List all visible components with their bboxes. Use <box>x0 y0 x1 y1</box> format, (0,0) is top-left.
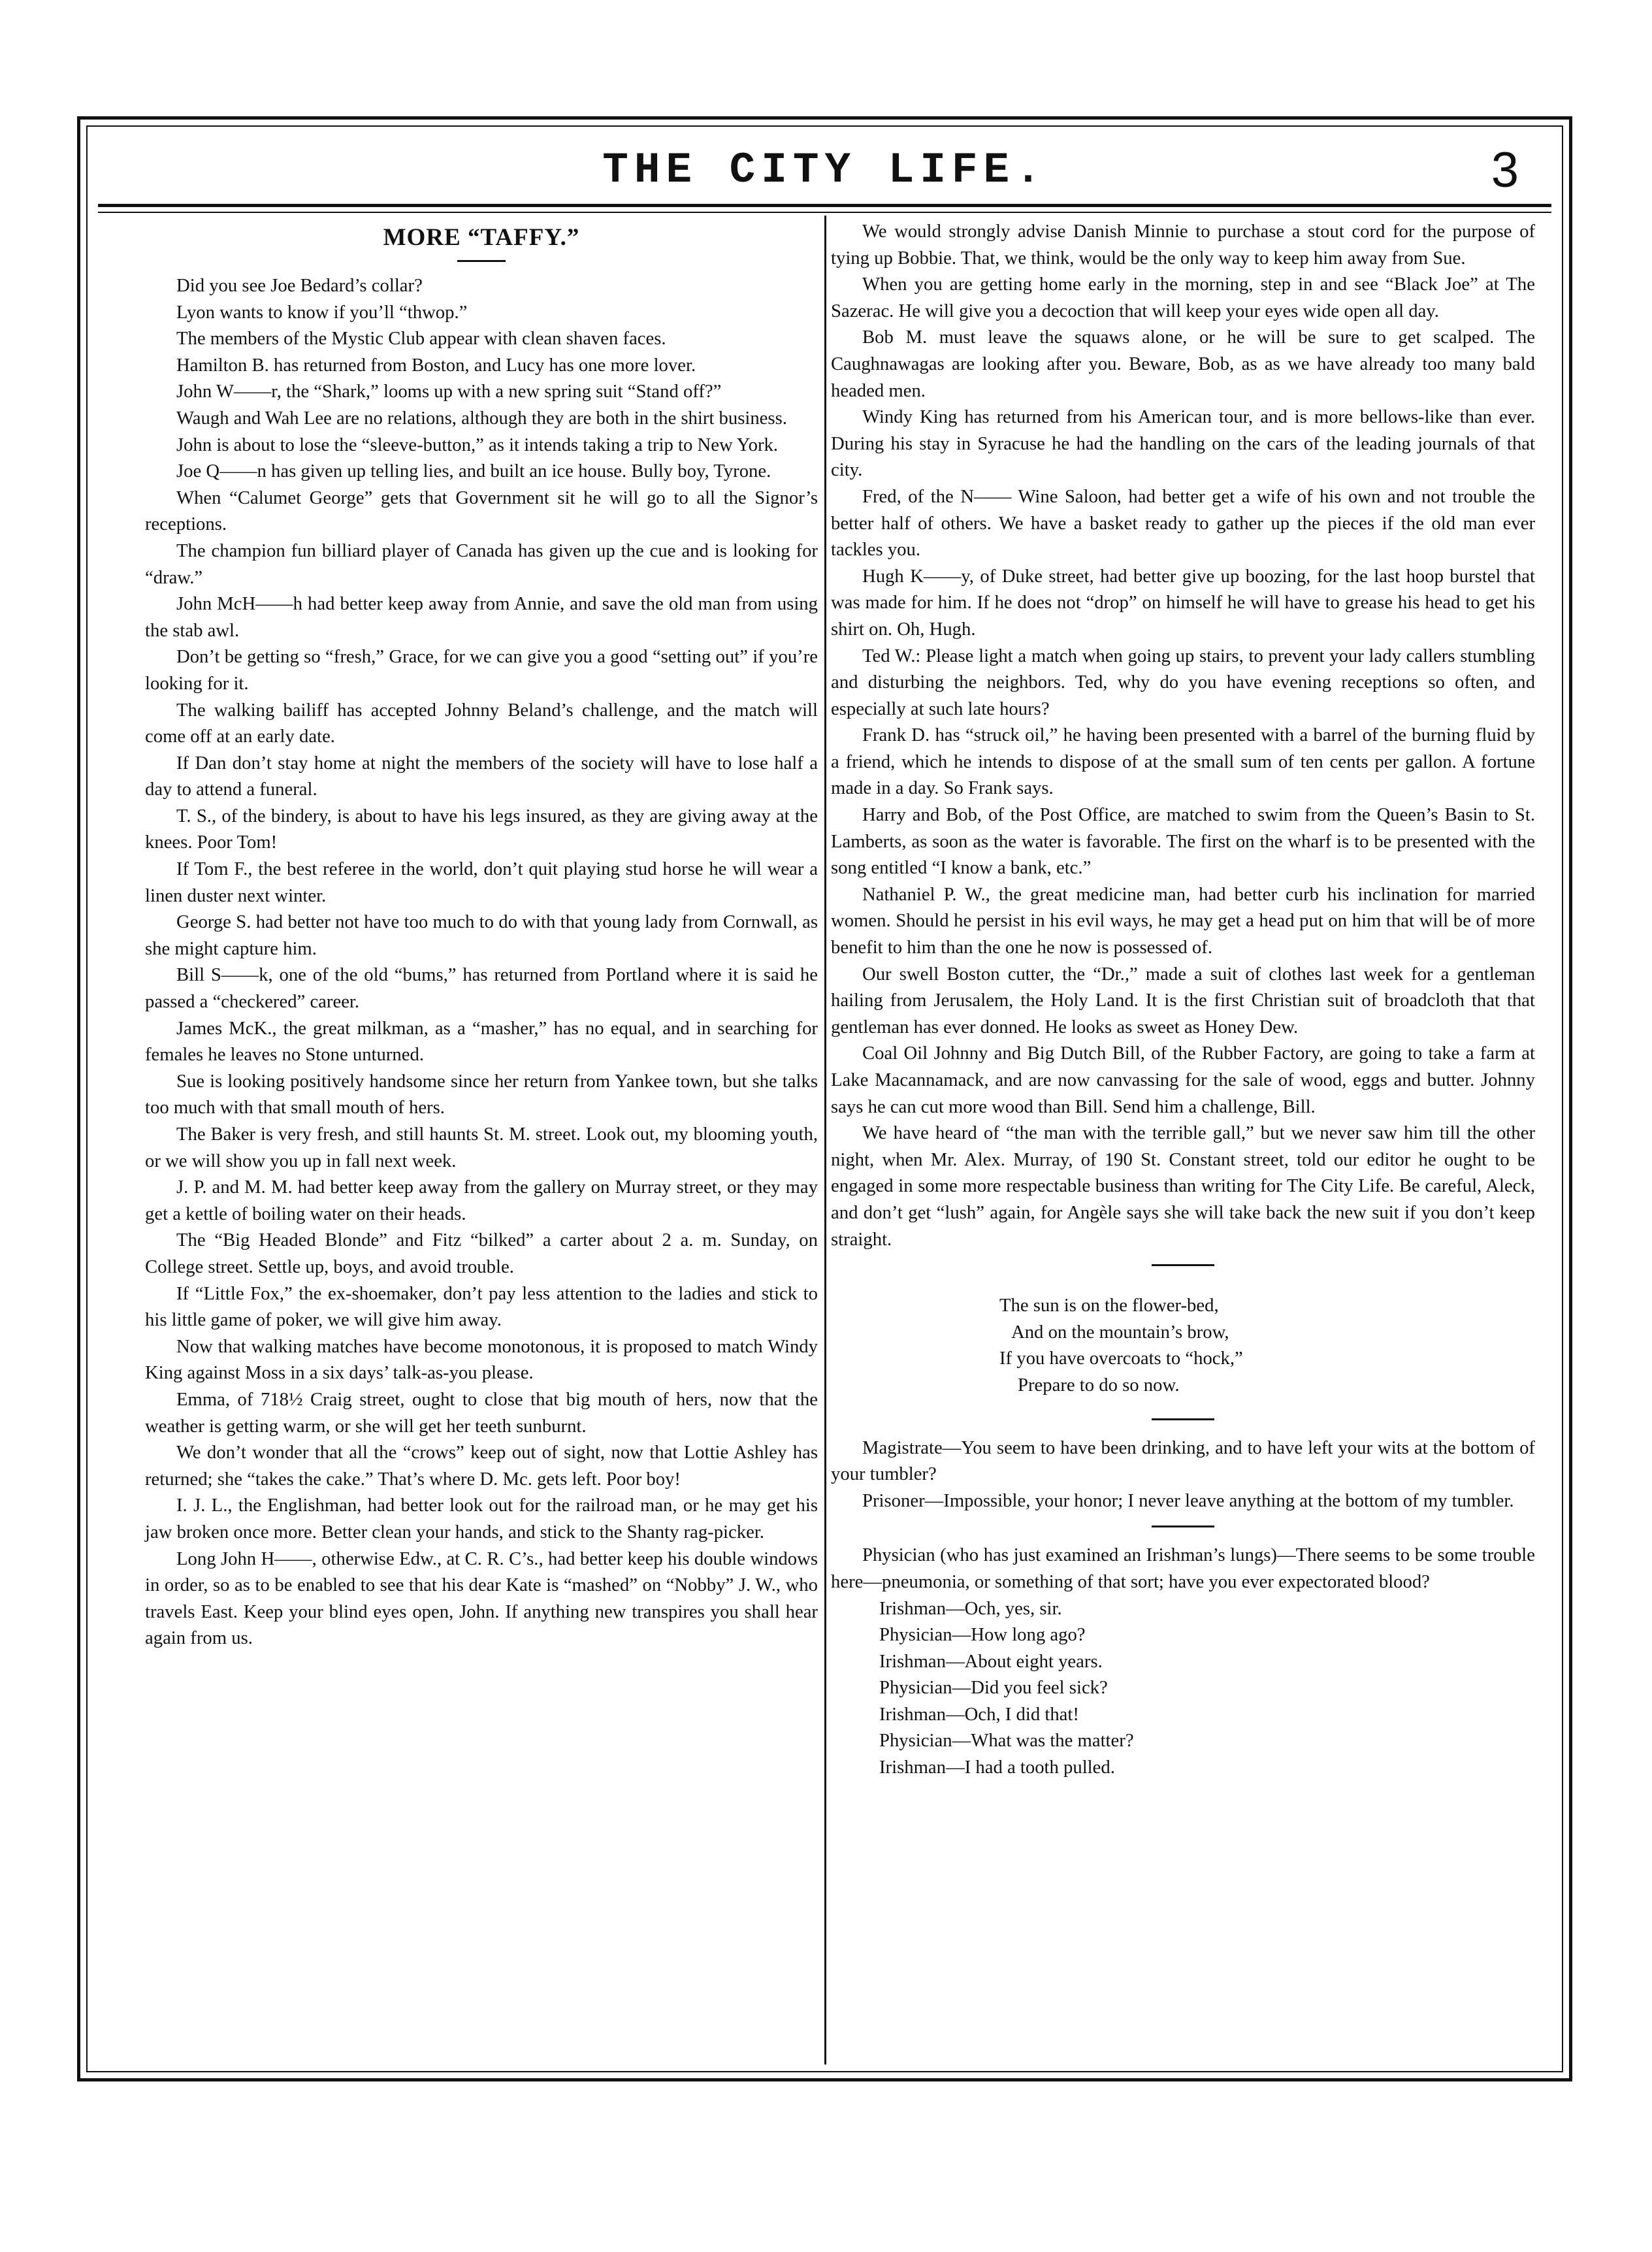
prisoner-line: Prisoner—Impossible, your honor; I never leave anything at the bottom of my tumbler. <box>862 1490 1514 1511</box>
poem-line: And on the mountain’s brow, <box>1011 1321 1229 1343</box>
news-item: Harry and Bob, of the Post Office, are matched to swim from the Queen’s Basin to St. Lamberts, as soon as the water is favorable. The first on the wharf is to be presented with the song entitled “I know a bank, etc.” <box>831 804 1535 879</box>
news-item: We don’t wonder that all the “crows” keep out of sight, now that Lottie Ashley has returned; she “takes the cake.” That’s where D. Mc. gets left. Poor boy! <box>145 1442 818 1490</box>
news-item: When you are getting home early in the morning, step in and see “Black Joe” at The Sazerac. He will give you a decoction that will keep your eyes wide open all day. <box>831 274 1535 321</box>
dialog-line: Irishman—Och, I did that! <box>879 1703 1079 1725</box>
article-headline: MORE “TAFFY.” <box>383 224 580 251</box>
column-divider <box>824 216 826 2064</box>
news-item: The members of the Mystic Club appear with clean shaven faces. <box>176 328 666 350</box>
poem-line: If you have overcoats to “hock,” <box>999 1348 1243 1369</box>
news-item: Nathaniel P. W., the great medicine man, had better curb his inclination for married women. Should he persist in his evil ways, he may get a head put on him that will be of more benefit to him than the one he now is possessed of. <box>831 883 1535 958</box>
news-item: When “Calumet George” gets that Government sit he will go to all the Signor’s receptions. <box>145 487 818 535</box>
dialog-line: Physician—What was the matter? <box>879 1730 1134 1752</box>
news-item: Don’t be getting so “fresh,” Grace, for we can give you a good “setting out” if you’re looking for it. <box>145 646 818 694</box>
news-item: Waugh and Wah Lee are no relations, although they are both in the shirt business. <box>176 407 787 429</box>
news-item: The “Big Headed Blonde” and Fitz “bilked” a carter about 2 a. m. Sunday, on College street. Settle up, boys, and avoid trouble. <box>145 1230 818 1277</box>
news-item: Our swell Boston cutter, the “Dr.,” made a suit of clothes last week for a gentleman hailing from Jerusalem, the Holy Land. It is the first Christian suit of broadcloth that that gentleman has ever donned. He looks as sweet as Honey Dew. <box>831 963 1535 1037</box>
news-item: The Baker is very fresh, and still haunts St. M. street. Look out, my blooming youth, or we will show you up in fall next week. <box>145 1124 818 1171</box>
news-item: We would strongly advise Danish Minnie to purchase a stout cord for the purpose of tying up Bobbie. That, we think, would be the only way to keep him away from Sue. <box>831 221 1535 269</box>
page-number: 3 <box>1491 142 1519 198</box>
news-item: George S. had better not have too much to do with that young lady from Cornwall, as she might capture him. <box>145 911 818 959</box>
news-item: John is about to lose the “sleeve-button,” as it intends taking a trip to New York. <box>176 434 779 455</box>
poem-line: The sun is on the flower-bed, <box>999 1295 1219 1316</box>
news-item: Hugh K——y, of Duke street, had better give up boozing, for the last hoop burstel that was made for him. If he does not “drop” on himself he will have to grease his head to get his shirt on. Oh, Hugh. <box>831 565 1535 640</box>
news-item: Coal Oil Johnny and Big Dutch Bill, of the Rubber Factory, are going to take a farm at Lake Macannamack, and are now canvassing for the sale of wood, eggs and butter. Johnny says he can cut more wood than Bill. Send him a challenge, Bill. <box>831 1043 1535 1117</box>
magistrate-line: Magistrate—You seem to have been drinking, and to have left your wits at the bottom of your tumbler? <box>831 1437 1535 1485</box>
newspaper-title: THE CITY LIFE. <box>602 146 1047 195</box>
news-item: James McK., the great milkman, as a “masher,” has no equal, and in searching for females he leaves no Stone unturned. <box>145 1017 818 1066</box>
news-item: John W——r, the “Shark,” looms up with a new spring suit “Stand off?” <box>176 381 722 402</box>
dialog-line: Irishman—About eight years. <box>879 1650 1103 1672</box>
news-item: Long John H——, otherwise Edw., at C. R. C’s., had better keep his double windows in order, so as to be enabled to see that his dear Kate is “mashed” on “Nobby” J. W., who travels East. Keep your blind eyes open, John. If anything new transpires you shall hear again from us. <box>145 1548 818 1649</box>
news-item: Sue is looking positively handsome since her return from Yankee town, but she talks too much with that small mouth of hers. <box>145 1070 818 1118</box>
news-item: J. P. and M. M. had better keep away from the gallery on Murray street, or they may get a kettle of boiling water on their heads. <box>145 1177 818 1224</box>
dialog-line: Irishman—Och, yes, sir. <box>879 1597 1062 1619</box>
right-paragraphs <box>831 218 1535 1252</box>
left-paragraphs <box>145 272 818 1652</box>
dialog-lines <box>831 1595 1535 1781</box>
news-item: John McH——h had better keep away from Annie, and save the old man from using the stab awl. <box>145 593 818 641</box>
news-item: Lyon wants to know if you’ll “thwop.” <box>176 301 468 323</box>
news-item: Windy King has returned from his American tour, and is more bellows-like than ever. During his stay in Syracuse he had the handling on the cars of the leading journals of that city. <box>831 406 1535 481</box>
news-item: I. J. L., the Englishman, had better look out for the railroad man, or he may get his jaw broken once more. Better clean your hands, and stick to the Shanty rag-picker. <box>145 1495 818 1542</box>
news-item: Emma, of 718½ Craig street, ought to close that big mouth of hers, now that the weather is getting warm, or she will get her teeth sunburnt. <box>145 1388 818 1437</box>
news-item: If Tom F., the best referee in the world, don’t quit playing stud horse he will wear a linen duster next winter. <box>145 858 818 906</box>
news-item: Now that walking matches have become monotonous, it is proposed to match Windy King against Moss in a six days’ talk-as-you please. <box>145 1335 818 1384</box>
physician-joke <box>831 1542 1535 1780</box>
news-item: Ted W.: Please light a match when going up stairs, to prevent your lady callers stumbling and disturbing the neighbors. Ted, why do you have evening receptions so often, and especially at such late hours? <box>831 645 1535 719</box>
news-item: The champion fun billiard player of Canada has given up the cue and is looking for “draw.” <box>145 540 818 588</box>
news-item: Did you see Joe Bedard’s collar? <box>176 275 423 296</box>
joke-rule-2 <box>1152 1526 1214 1527</box>
news-item: If “Little Fox,” the ex-shoemaker, don’t pay less attention to the ladies and stick to his little game of poker, we will give him away. <box>145 1282 818 1331</box>
dialog-line: Irishman—I had a tooth pulled. <box>879 1757 1115 1778</box>
news-item: Fred, of the N—— Wine Saloon, had better get a wife of his own and not trouble the better half of others. We have a basket ready to gather up the pieces if the old man ever tackles you. <box>831 485 1535 561</box>
headline-rule <box>457 260 506 262</box>
right-column <box>831 218 1535 1781</box>
physician-intro: Physician (who has just examined an Irishman’s lungs)—There seems to be some trouble here—pneumonia, or something of that sort; have you ever expectorated blood? <box>831 1544 1535 1592</box>
joke-rule-1 <box>1152 1418 1214 1420</box>
news-item: Frank D. has “struck oil,” he having been presented with a barrel of the burning fluid by a friend, which he intends to dispose of at the small sum of ten cents per gallon. A fortune made in a day. So Frank says. <box>831 725 1535 799</box>
poem-line: Prepare to do so now. <box>1018 1374 1180 1395</box>
poem <box>999 1292 1535 1398</box>
news-item: The walking bailiff has accepted Johnny Beland’s challenge, and the match will come off at an early date. <box>145 699 818 747</box>
news-item: Bill S——k, one of the old “bums,” has returned from Portland where it is said he passed a “checkered” career. <box>145 964 818 1013</box>
news-item: T. S., of the bindery, is about to have his legs insured, as they are giving away at the knees. Poor Tom! <box>145 805 818 853</box>
dialog-line: Physician—How long ago? <box>879 1624 1086 1646</box>
news-item: Bob M. must leave the squaws alone, or he will be sure to get scalped. The Caughnawagas are looking after you. Beware, Bob, as as we have already too many bald headed men. <box>831 327 1535 401</box>
dialog-line: Physician—Did you feel sick? <box>879 1677 1108 1699</box>
masthead-rule-thick <box>98 204 1551 207</box>
news-item: Joe Q——n has given up telling lies, and built an ice house. Bully boy, Tyrone. <box>176 461 771 482</box>
masthead <box>86 134 1563 206</box>
left-column <box>145 218 818 1652</box>
news-item: Hamilton B. has returned from Boston, and Lucy has one more lover. <box>176 354 696 376</box>
news-item: If Dan don’t stay home at night the members of the society will have to lose half a day to attend a funeral. <box>145 752 818 800</box>
news-item: We have heard of “the man with the terrible gall,” but we never saw him till the other night, when Mr. Alex. Murray, of 190 St. Constant street, told our editor he ought to be engaged in some more respectable business than writing for The City Life. Be careful, Aleck, and don’t get “lush” again, for Angèle says she will take back the new suit if you don’t keep straight. <box>831 1122 1535 1250</box>
magistrate-joke <box>831 1435 1535 1514</box>
poem-rule <box>1152 1264 1214 1266</box>
masthead-rule-thin <box>98 212 1551 213</box>
